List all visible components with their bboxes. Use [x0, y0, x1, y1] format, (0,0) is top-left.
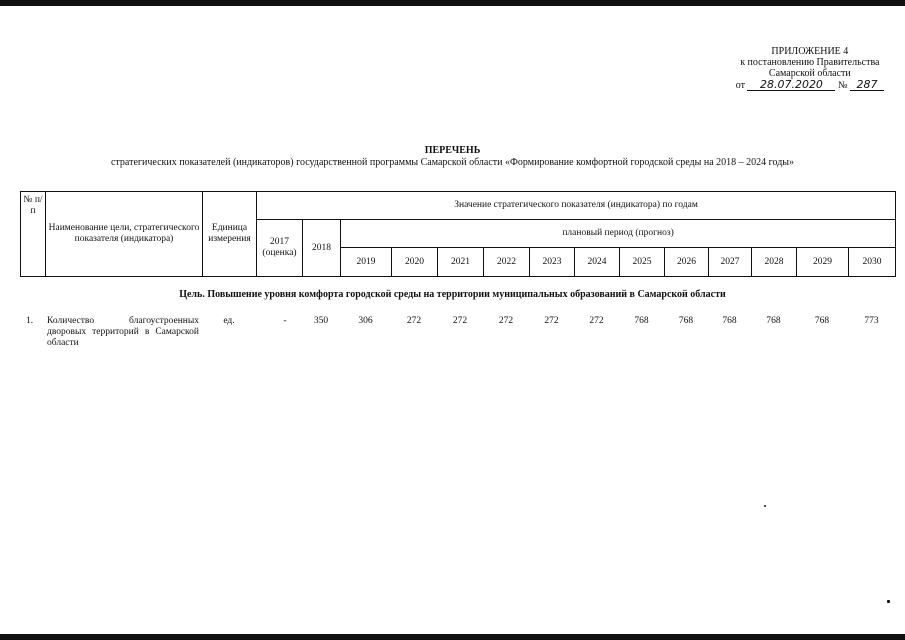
date-number-line [736, 79, 884, 91]
from-prefix: от [735, 80, 745, 91]
title-heading: ПЕРЕЧЕНЬ [424, 145, 481, 156]
year-cell: 2030 [849, 248, 896, 277]
row-value: 768 [678, 316, 694, 326]
row-value: 272 [406, 316, 422, 326]
header-2018: 2018 [303, 220, 341, 277]
year-cell: 2024 [575, 248, 620, 277]
year-cell: 2025 [620, 248, 665, 277]
number-prefix: № [837, 80, 848, 91]
row-value: 272 [452, 316, 468, 326]
header-values: Значение стратегического показателя (индикатора) по годам [257, 192, 896, 220]
year-cell: 2026 [665, 248, 709, 277]
header-planned: плановый период (прогноз) [341, 220, 896, 248]
row-value: 272 [544, 316, 559, 326]
row-value: 272 [498, 316, 514, 326]
row-value: 768 [722, 316, 737, 326]
year-cell: 2022 [484, 248, 530, 277]
row-name: Количество благоустроенных дворовых территорий в Самарской области [47, 316, 199, 348]
year-cell: 2023 [530, 248, 575, 277]
row-value: 768 [814, 316, 830, 326]
decree-label: к постановлению Правительства [740, 57, 880, 68]
header-num: № п/п [21, 192, 46, 277]
row-unit: ед. [223, 316, 235, 326]
appendix-block [736, 46, 884, 91]
row-value: 768 [766, 316, 781, 326]
row-value: 773 [864, 316, 879, 326]
scan-border-bottom [0, 634, 905, 640]
row-value-2018: 350 [313, 316, 329, 326]
scan-border-top [0, 0, 905, 6]
region-label: Самарской области [768, 68, 851, 79]
year-cell: 2020 [392, 248, 438, 277]
scan-speck [887, 600, 890, 603]
header-name: Наименование цели, стратегического показателя (индикатора) [46, 192, 203, 277]
year-cell: 2029 [797, 248, 849, 277]
row-num: 1. [26, 316, 34, 326]
row-value: 272 [589, 316, 604, 326]
year-cell: 2028 [752, 248, 797, 277]
year-cell: 2019 [341, 248, 392, 277]
table-row [20, 316, 895, 356]
year-cell: 2027 [709, 248, 752, 277]
indicators-table-header [20, 191, 896, 277]
handwritten-date: 28.07.2020 [747, 79, 835, 91]
document-title [0, 145, 905, 169]
scan-speck [764, 505, 766, 507]
row-value: 306 [358, 316, 373, 326]
appendix-label: ПРИЛОЖЕНИЕ 4 [771, 46, 849, 57]
row-value-2017: - [283, 316, 287, 326]
header-unit: Единица измерения [203, 192, 257, 277]
goal-heading: Цель. Повышение уровня комфорта городской среды на территории муниципальных образований в Самарской области [179, 289, 726, 300]
handwritten-number: 287 [850, 79, 884, 91]
title-subtitle: стратегических показателей (индикаторов) государственной программы Самарской области «Формирование комфортной городской среды на 2018 – 2024 годы» [110, 157, 795, 168]
year-cell: 2021 [438, 248, 484, 277]
row-value: 768 [634, 316, 649, 326]
header-2017: 2017 (оценка) [257, 220, 303, 277]
